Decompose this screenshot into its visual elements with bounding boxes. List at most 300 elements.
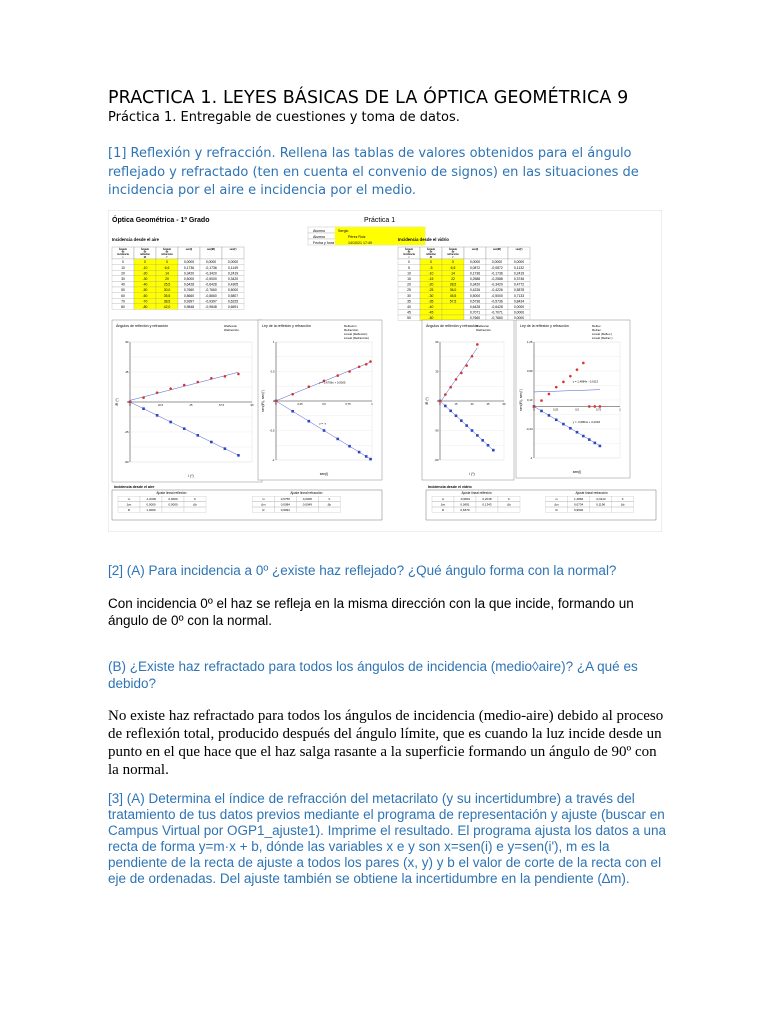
- fit-cell: m: [262, 497, 265, 501]
- fit-cell: 0,0000: [168, 502, 178, 507]
- table-cell: 10: [407, 271, 411, 276]
- legend-entry: Lineal (Refracción): [344, 336, 370, 340]
- data-point: [588, 438, 591, 441]
- table-cell: -0,3420: [205, 271, 217, 276]
- x-tick-label: 22,5: [157, 404, 164, 407]
- fecha-value: 14/10/21 17:49: [348, 241, 372, 245]
- legend-entry: iReflexión: [476, 324, 490, 328]
- table-cell: 0,3420: [227, 277, 239, 281]
- table-cell: 5: [408, 265, 410, 270]
- x-tick-label: 45: [189, 404, 193, 407]
- data-point: [562, 423, 565, 426]
- table-cell: -15: [428, 277, 434, 281]
- fit-cell: m: [441, 497, 445, 501]
- fecha-label: Fecha y hora: [313, 241, 334, 245]
- fit-cell: 0,0005: [302, 497, 312, 501]
- table-header: i: [408, 255, 410, 259]
- table-cell: -20: [428, 282, 434, 287]
- data-point: [358, 365, 361, 368]
- data-point: [224, 447, 227, 450]
- y-tick-label: 1,25: [527, 340, 533, 344]
- table-cell: 0,6428: [469, 305, 481, 309]
- fit-cell: 0,0000: [168, 497, 178, 501]
- table-cell: -40: [142, 282, 148, 287]
- data-point: [460, 419, 463, 422]
- table-header: i': [166, 255, 168, 259]
- table-cell: 50: [121, 288, 125, 293]
- fit-cell: 0,9991: [280, 508, 290, 512]
- data-point: [576, 368, 579, 371]
- table-cell: -0,7071: [491, 310, 503, 315]
- table-cell: 0,0872: [469, 265, 481, 270]
- data-point: [599, 445, 602, 448]
- table-cell: 0,9397: [183, 299, 195, 304]
- table-cell: 45,5: [449, 293, 457, 298]
- right-section-title: Incidencia desde el vidrio: [398, 237, 449, 242]
- fit-refrac-title: Ajuste lineal refracción: [290, 491, 323, 495]
- data-point: [444, 393, 447, 396]
- table-cell: -0,7660: [491, 316, 503, 321]
- fit-cell: m: [127, 497, 131, 501]
- table-cell: 80: [121, 305, 125, 309]
- table-cell: 0,4226: [469, 288, 481, 293]
- data-point: [365, 455, 368, 458]
- data-point: [210, 377, 213, 380]
- fit-section-title: Incidencia desde el aire: [114, 485, 155, 489]
- legend-entry: Lineal (Refrac.): [592, 336, 613, 340]
- table-cell: 0,3420: [469, 282, 481, 287]
- table-header: sen(iR): [206, 248, 216, 251]
- legend-entry: iRefracción: [224, 328, 240, 332]
- table-header: Ángulo: [118, 248, 128, 251]
- y-tick-label: -0,5: [269, 428, 275, 433]
- table-cell: 30: [121, 277, 125, 281]
- table-cell: 38,5: [163, 299, 171, 304]
- data-point: [481, 439, 484, 442]
- table-cell: 0: [452, 260, 454, 265]
- x-tick-label: 60: [502, 403, 506, 406]
- y-tick-label: 0,69: [527, 369, 533, 373]
- table-cell: -70: [142, 299, 148, 304]
- table-header: sen(i): [471, 248, 479, 251]
- table-header: reflexión: [426, 253, 436, 257]
- question-1: [1] Reflexión y refracción. Rellena las tablas de valores obtenidos para el ángulo reflejado y refractado (ten en cuenta el convenio de signos) en las situaciones de incidencia por el aire e incidencia por el medio.: [108, 146, 639, 198]
- fit-section-title: Incidencia desde el vidrio: [428, 485, 472, 489]
- table-cell: 60: [121, 293, 125, 298]
- fit-cell: 0,0000: [146, 502, 156, 507]
- fit-cell: 1,0000: [146, 508, 156, 512]
- table-header: de: [143, 250, 147, 254]
- table-cell: -0,5000: [205, 277, 217, 281]
- y-tick-label: 1: [272, 340, 275, 344]
- table-header: Ángulo: [140, 248, 150, 251]
- alumno2-value: Pérez Ruiz: [348, 235, 366, 239]
- table-cell: 0,0000: [183, 260, 195, 265]
- table-cell: -0,1736: [491, 271, 503, 276]
- table-cell: -50: [428, 316, 434, 321]
- data-point: [444, 405, 447, 408]
- sheet-practica: Práctica 1: [364, 217, 396, 224]
- x-tick-label: 0,5: [322, 403, 326, 406]
- data-point: [272, 399, 278, 403]
- table-header: incidencia: [117, 253, 129, 257]
- table-header: sen(i'): [515, 248, 523, 251]
- data-point: [142, 407, 145, 410]
- data-point: [291, 410, 294, 413]
- table-cell: -10: [142, 265, 148, 270]
- data-point: [555, 418, 558, 421]
- data-point: [449, 410, 452, 413]
- y-tick-label: -0,44: [526, 427, 533, 431]
- table-cell: 14: [165, 271, 169, 276]
- data-point: [183, 427, 186, 430]
- table-cell: -35: [428, 299, 434, 304]
- table-cell: -30: [142, 277, 148, 281]
- data-point: [196, 434, 199, 437]
- fit-reflex-title: Ajuste lineal reflexión: [156, 491, 187, 495]
- fit-cell: -0,9801: [459, 497, 471, 501]
- fit-cell: Δb: [327, 502, 332, 507]
- table-cell: 0,3420: [183, 271, 195, 276]
- data-point: [308, 420, 311, 423]
- table-cell: 0,0000: [491, 260, 503, 265]
- chart-title: Ley de la reflexión y refracción: [262, 324, 311, 328]
- y-tick-label: -45: [124, 430, 129, 434]
- table-cell: 42,0: [163, 305, 171, 309]
- alumno2-label: Alumno: [313, 235, 326, 239]
- x-axis-label: i (º): [188, 474, 194, 478]
- trendline-equation: y = 1,4884x - 0,0113: [572, 379, 599, 384]
- data-point: [599, 405, 602, 408]
- table-cell: -25: [428, 288, 434, 293]
- table-cell: 0,1132: [513, 265, 525, 270]
- data-point: [465, 424, 468, 427]
- table-cell: 0,5736: [469, 299, 481, 304]
- table-header: iR: [143, 255, 147, 259]
- table-cell: 36,0: [449, 288, 457, 293]
- table-cell: 0,8434: [513, 299, 525, 304]
- table-cell: 0: [408, 260, 410, 265]
- alumno-value: Sergio: [338, 229, 349, 233]
- data-point: [533, 405, 536, 408]
- x-tick-label: 15: [454, 403, 458, 406]
- table-header: incidencia: [403, 253, 415, 257]
- table-cell: 50: [407, 316, 411, 321]
- table-cell: 0,8660: [183, 293, 195, 298]
- legend-entry: Reflexión: [344, 324, 357, 328]
- table-cell: 25: [407, 288, 411, 293]
- table-cell: -0,0872: [491, 265, 503, 270]
- y-tick-label: -90: [124, 460, 129, 464]
- data-point: [548, 414, 551, 417]
- data-point: [562, 381, 565, 384]
- fit-table-left: [112, 485, 382, 520]
- y-tick-label: 0: [272, 399, 275, 403]
- chart-sines-glass: [516, 320, 630, 478]
- y-tick-label: -1: [272, 458, 275, 462]
- table-cell: 30,0: [163, 288, 171, 293]
- data-point: [436, 399, 442, 403]
- data-point: [492, 449, 495, 452]
- x-tick-label: 0,75: [595, 408, 602, 412]
- fit-cell: 0,0049: [302, 502, 312, 507]
- x-axis-label: i (º): [469, 472, 475, 476]
- table-cell: 0,5878: [513, 288, 525, 293]
- x-tick-label: 0: [439, 403, 441, 406]
- table-header: iR: [429, 255, 433, 259]
- fit-cell: 0,1196: [596, 502, 606, 507]
- table-cell: 20: [407, 282, 411, 287]
- y-tick-label: 0: [436, 399, 439, 403]
- alumno-label: Alumno: [313, 229, 326, 233]
- table-header: refracción: [447, 253, 459, 257]
- data-point: [237, 373, 240, 376]
- table-cell: 0,9848: [183, 305, 195, 309]
- legend-entry: Refrac.: [592, 328, 602, 332]
- question-2b: (B) ¿Existe haz refractado para todos los ángulos de incidencia (medio◊aire)? ¿A qué es debido?: [108, 659, 638, 691]
- fit-cell: 0,0084: [280, 502, 290, 507]
- table-cell: 0,0000: [513, 316, 525, 321]
- table-cell: -30: [428, 293, 434, 298]
- table-header: sen(i): [185, 248, 193, 251]
- fit-cell: Δm: [126, 502, 132, 507]
- fit-cell: 0,6670: [460, 508, 470, 512]
- data-point: [449, 386, 452, 389]
- answer-2b: No existe haz refractado para todos los ángulos de incidencia (medio-aire) debido al proceso de reflexión total, producido después del ángulo límite, que es cuando la luz incide desde un punto en el que hace que el haz salga rasante a la superficie formando un ángulo de 90º con la normal.: [108, 708, 664, 778]
- fit-cell: 0,6756: [280, 497, 290, 501]
- table-cell: -0,9397: [205, 299, 217, 304]
- data-point: [471, 429, 474, 432]
- data-point: [142, 396, 145, 399]
- table-cell: 0,7071: [469, 310, 481, 315]
- fit-cell: 0,0734: [574, 502, 584, 507]
- data-point: [460, 372, 463, 375]
- table-cell: 0,4772: [513, 282, 525, 287]
- data-point: [594, 442, 597, 445]
- x-tick-label: 0: [533, 408, 535, 412]
- fit-cell: R: [127, 508, 131, 512]
- table-cell: 0,1149: [227, 265, 239, 270]
- y-axis-label: sen(iR), sen(i'): [519, 389, 523, 411]
- table-cell: 15: [407, 277, 411, 281]
- data-point: [455, 414, 458, 417]
- table-header: de: [121, 250, 125, 254]
- table-cell: 0,7660: [183, 288, 195, 293]
- x-axis-label: sen(i): [572, 470, 582, 474]
- table-header: sen(iR): [492, 248, 502, 251]
- data-point: [336, 438, 339, 441]
- table-cell: 57,5: [449, 299, 457, 304]
- data-point: [594, 405, 597, 408]
- y-tick-label: 0: [126, 400, 129, 404]
- y-tick-label: 45: [125, 370, 129, 374]
- chart-title: Ángulos de reflexión y refracción: [426, 324, 479, 328]
- fit-cell: -1,0000: [145, 497, 157, 501]
- data-point: [348, 370, 351, 373]
- y-axis-label: iR (º): [115, 398, 119, 406]
- table-cell: 20: [121, 271, 125, 276]
- table-cell: 20: [165, 277, 169, 281]
- fit-cell: Δb: [620, 502, 625, 507]
- data-point: [169, 421, 172, 424]
- table-header: Ángulo: [404, 248, 414, 251]
- table-cell: 35: [407, 299, 411, 304]
- chart-angles-glass: [422, 320, 514, 480]
- data-point: [183, 384, 186, 387]
- table-cell: -0,3420: [491, 282, 503, 287]
- table-cell: 6,5: [450, 265, 456, 270]
- legend-entry: Lineal (Reflexión): [344, 332, 368, 336]
- table-cell: 0,0000: [227, 260, 239, 265]
- table-cell: 10: [121, 265, 125, 270]
- table-cell: 0,5807: [227, 293, 239, 298]
- table-cell: -0,1736: [205, 265, 217, 270]
- data-point: [588, 405, 591, 408]
- table-cell: 0: [144, 260, 146, 265]
- fit-cell: 0,0691: [460, 502, 470, 507]
- data-point: [548, 393, 551, 396]
- data-point: [569, 375, 572, 378]
- trendline-equation: y = 0,6756x + 0,0005: [319, 380, 346, 385]
- data-point: [540, 410, 543, 413]
- data-point: [308, 385, 311, 388]
- data-point: [237, 454, 240, 457]
- table-header: i': [452, 255, 454, 259]
- data-point: [471, 355, 474, 358]
- y-tick-label: 0,5: [270, 369, 275, 374]
- x-tick-label: 0: [129, 404, 131, 407]
- x-tick-label: 30: [470, 403, 474, 406]
- data-point: [369, 360, 372, 363]
- trendline-equation: y = -0,9801x + 0,2018: [572, 420, 600, 425]
- table-header: Ángulo: [426, 248, 436, 251]
- data-point: [365, 363, 368, 366]
- table-header: de: [407, 250, 411, 254]
- table-cell: 40: [407, 305, 411, 309]
- data-point: [224, 375, 227, 378]
- legend-entry: Lineal (Reflex.): [592, 332, 613, 336]
- fit-refrac-title: Ajuste lineal refracción: [575, 491, 608, 495]
- table-cell: 0,0000: [513, 260, 525, 265]
- data-point: [582, 435, 585, 438]
- fit-cell: Δm: [261, 502, 266, 507]
- table-cell: 6,6: [164, 265, 170, 270]
- x-tick-label: 45: [486, 403, 490, 406]
- data-point: [465, 364, 468, 367]
- chart-title: Ángulos de reflexión y refracción: [116, 324, 169, 328]
- fit-cell: b: [194, 497, 196, 501]
- y-axis-label: iR (º): [425, 397, 429, 405]
- table-cell: 28,5: [449, 282, 457, 287]
- table-cell: -0,2588: [491, 277, 503, 281]
- table-cell: 0,6225: [227, 299, 239, 304]
- table-cell: 0,1736: [183, 265, 195, 270]
- table-cell: -40: [428, 305, 434, 309]
- y-axis-label: sen(iR), sen(i'): [261, 390, 265, 412]
- table-cell: 0,0000: [513, 310, 525, 315]
- question-3a: [3] (A) Determina el índice de refracción del metacrilato (y su incertidumbre) a través del tratamiento de tus datos previos mediante el programa de representación y ajuste (buscar en Campus Virtual por OGP1_ajuste1). Imprime el resultado. El programa ajusta los datos a una recta de forma y=m·x + b, dónde las variables x e y son x=sen(i) e y=sen(i'), m es la pendiente de la recta de ajuste a todos los pares (x, y) y b el valor de corte de la recta con el eje de ordenadas. Del ajuste también se obtiene la incertidumbre en la pendiente (∆m).: [108, 791, 667, 886]
- fit-cell: 0,9902: [574, 508, 584, 512]
- table-cell: -20: [142, 271, 148, 276]
- data-point: [348, 445, 351, 448]
- table-header: i: [122, 255, 124, 259]
- table-cell: 0,5000: [469, 293, 481, 298]
- sheet-title: Óptica Geométrica - 1º Grado: [112, 217, 210, 224]
- data-point: [169, 387, 172, 390]
- x-tick-label: 0: [275, 403, 277, 406]
- table-cell: -0,6428: [205, 282, 217, 287]
- table-cell: -10: [428, 271, 434, 276]
- table-cell: 0,3746: [513, 277, 525, 281]
- y-tick-label: -1: [530, 456, 533, 460]
- legend-entry: iRefracción: [476, 328, 492, 332]
- table-header: Ángulo: [162, 248, 172, 251]
- x-tick-label: 0,25: [552, 408, 559, 412]
- y-tick-label: 0,13: [527, 398, 533, 402]
- table-cell: 40: [121, 282, 125, 287]
- y-tick-label: 90: [125, 340, 129, 344]
- data-point: [569, 427, 572, 430]
- table-cell: 0,6691: [227, 305, 239, 309]
- fit-cell: b: [508, 497, 510, 501]
- data-point: [156, 391, 159, 394]
- left-section-title: Incidencia desde el aire: [112, 237, 160, 242]
- table-cell: 0,2588: [469, 277, 481, 281]
- fit-reflex-title: Ajuste lineal reflexión: [461, 491, 492, 495]
- x-tick-label: 1: [371, 403, 373, 406]
- data-point: [476, 343, 479, 346]
- table-cell: 0,6428: [183, 282, 195, 287]
- table-header: Ángulo: [448, 248, 458, 251]
- data-point: [126, 400, 132, 404]
- data-point: [576, 431, 579, 434]
- x-tick-label: 1: [619, 408, 621, 412]
- y-tick-label: 60: [435, 340, 439, 344]
- table-cell: 0,7133: [513, 293, 525, 298]
- fit-cell: b: [621, 497, 624, 501]
- data-point: [210, 441, 213, 444]
- fit-cell: Δm: [554, 502, 559, 507]
- document-subtitle: Práctica 1. Entregable de cuestiones y toma de datos.: [108, 110, 460, 125]
- table-cell: 0,5000: [183, 277, 195, 281]
- fit-cell: Δb: [507, 502, 511, 507]
- table-cell: -80: [142, 305, 148, 309]
- y-tick-label: -60: [434, 458, 439, 462]
- table-cell: -0,5000: [491, 293, 503, 298]
- table-header: de: [165, 250, 169, 254]
- data-point: [196, 381, 199, 384]
- table-cell: -50: [142, 288, 148, 293]
- table-cell: 0,2419: [513, 271, 525, 276]
- table-cell: 0: [430, 260, 432, 265]
- fit-cell: R: [441, 508, 445, 512]
- y-tick-label: 30: [435, 369, 439, 374]
- legend-entry: Refracción: [344, 328, 359, 332]
- table-header: de: [429, 250, 433, 254]
- spreadsheet-screenshot: [108, 210, 662, 532]
- document-title: PRACTICA 1. LEYES BÁSICAS DE LA ÓPTICA GEOMÉTRICA 9: [108, 88, 629, 108]
- table-cell: 0,1736: [469, 271, 481, 276]
- data-point: [336, 374, 339, 377]
- table-cell: -0,5736: [491, 299, 503, 304]
- x-tick-label: 0,75: [345, 403, 351, 406]
- table-header: reflexión: [140, 253, 150, 257]
- data-point: [323, 429, 326, 432]
- table-cell: -0,7660: [205, 288, 217, 293]
- data-point: [555, 386, 558, 389]
- x-tick-label: 67,5: [218, 404, 225, 407]
- table-cell: -0,8660: [205, 293, 217, 298]
